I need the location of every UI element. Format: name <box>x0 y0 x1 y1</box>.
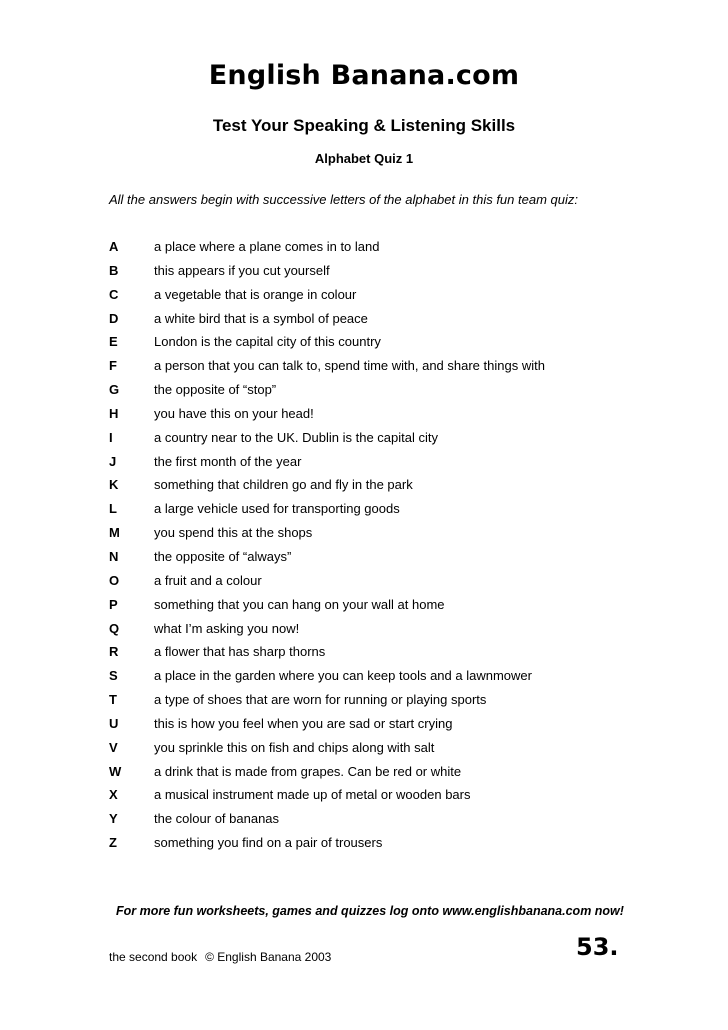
quiz-item <box>109 524 669 548</box>
quiz-clue: the opposite of “always” <box>154 548 292 564</box>
quiz-letter: R <box>109 644 119 660</box>
quiz-item <box>109 691 669 715</box>
quiz-letter: P <box>109 596 118 612</box>
quiz-item <box>109 763 669 787</box>
quiz-item <box>109 810 669 834</box>
quiz-letter: N <box>109 548 119 564</box>
quiz-item <box>109 405 669 429</box>
quiz-item <box>109 786 669 810</box>
quiz-clue: a flower that has sharp thorns <box>154 644 326 660</box>
quiz-clue: something you find on a pair of trousers <box>154 835 383 851</box>
quiz-letter: U <box>109 715 119 731</box>
quiz-letter: D <box>109 310 119 326</box>
quiz-clue: the first month of the year <box>154 453 302 469</box>
quiz-letter: I <box>109 429 113 445</box>
quiz-clue: this is how you feel when you are sad or start crying <box>154 715 453 731</box>
quiz-item <box>109 620 669 644</box>
page-title: Test Your Speaking & Listening Skills <box>212 116 516 135</box>
quiz-clue: a large vehicle used for transporting goods <box>154 501 400 517</box>
quiz-clue: the opposite of “stop” <box>154 382 277 398</box>
quiz-list <box>109 238 669 858</box>
quiz-clue: a drink that is made from grapes. Can be red or white <box>154 763 462 779</box>
quiz-clue: a place where a plane comes in to land <box>154 239 380 254</box>
quiz-letter: O <box>109 572 120 588</box>
quiz-letter: M <box>109 525 120 541</box>
brand-logo: English Banana.com <box>208 60 520 91</box>
quiz-letter: B <box>109 262 119 278</box>
quiz-clue: a musical instrument made up of metal or wooden bars <box>154 787 471 803</box>
quiz-clue: a type of shoes that are worn for running or playing sports <box>154 692 487 708</box>
quiz-clue: something that children go and fly in the park <box>154 477 413 493</box>
quiz-letter: K <box>109 477 119 493</box>
quiz-letter: W <box>109 763 122 779</box>
quiz-clue: you sprinkle this on fish and chips along with salt <box>154 739 435 755</box>
quiz-item <box>109 739 669 763</box>
quiz-letter: F <box>109 358 117 374</box>
quiz-letter: Z <box>109 835 117 851</box>
promo-note: For more fun worksheets, games and quizzes log onto www.englishbanana.com now! <box>116 904 624 918</box>
page-number: 53. <box>576 933 619 961</box>
quiz-intro: All the answers begin with successive letters of the alphabet in this fun team quiz: <box>109 192 578 207</box>
copyright-text: © English Banana 2003 <box>205 950 332 964</box>
quiz-letter: C <box>109 286 119 302</box>
quiz-letter: Q <box>109 620 120 636</box>
quiz-item <box>109 310 669 334</box>
quiz-item <box>109 548 669 572</box>
quiz-clue: something that you can hang on your wall at home <box>154 596 445 612</box>
quiz-letter: X <box>109 787 118 803</box>
quiz-item <box>109 834 669 858</box>
quiz-clue: a vegetable that is orange in colour <box>154 286 357 302</box>
quiz-item <box>109 357 669 381</box>
quiz-clue: you spend this at the shops <box>154 525 313 541</box>
quiz-item <box>109 429 669 453</box>
quiz-letter: A <box>109 239 119 254</box>
quiz-letter: E <box>109 334 118 350</box>
quiz-item <box>109 643 669 667</box>
quiz-item <box>109 286 669 310</box>
quiz-letter: J <box>109 453 117 469</box>
book-label: the second book <box>109 950 198 964</box>
quiz-clue: a place in the garden where you can keep tools and a lawnmower <box>154 668 532 684</box>
quiz-letter: T <box>109 692 117 708</box>
quiz-clue: this appears if you cut yourself <box>154 262 330 278</box>
quiz-item <box>109 262 669 286</box>
quiz-letter: H <box>109 405 119 421</box>
quiz-letter: S <box>109 668 118 684</box>
quiz-letter: L <box>109 501 117 517</box>
quiz-item <box>109 715 669 739</box>
quiz-item <box>109 667 669 691</box>
quiz-clue: a person that you can talk to, spend time with, and share things with <box>154 358 545 374</box>
quiz-letter: Y <box>109 811 118 827</box>
quiz-clue: London is the capital city of this country <box>154 334 381 350</box>
quiz-clue: a fruit and a colour <box>154 572 262 588</box>
quiz-letter: G <box>109 382 120 398</box>
quiz-subtitle: Alphabet Quiz 1 <box>314 151 414 166</box>
page-footer <box>109 949 331 965</box>
quiz-item <box>109 381 669 405</box>
quiz-clue: a white bird that is a symbol of peace <box>154 310 368 326</box>
quiz-item <box>109 572 669 596</box>
quiz-clue: the colour of bananas <box>154 811 280 827</box>
quiz-clue: a country near to the UK. Dublin is the capital city <box>154 429 438 445</box>
quiz-item <box>109 500 669 524</box>
quiz-clue: what I’m asking you now! <box>154 620 300 636</box>
quiz-letter: V <box>109 739 118 755</box>
quiz-item <box>109 476 669 500</box>
quiz-item <box>109 333 669 357</box>
quiz-item <box>109 596 669 620</box>
quiz-item <box>109 238 669 262</box>
quiz-item <box>109 453 669 477</box>
quiz-clue: you have this on your head! <box>154 405 314 421</box>
